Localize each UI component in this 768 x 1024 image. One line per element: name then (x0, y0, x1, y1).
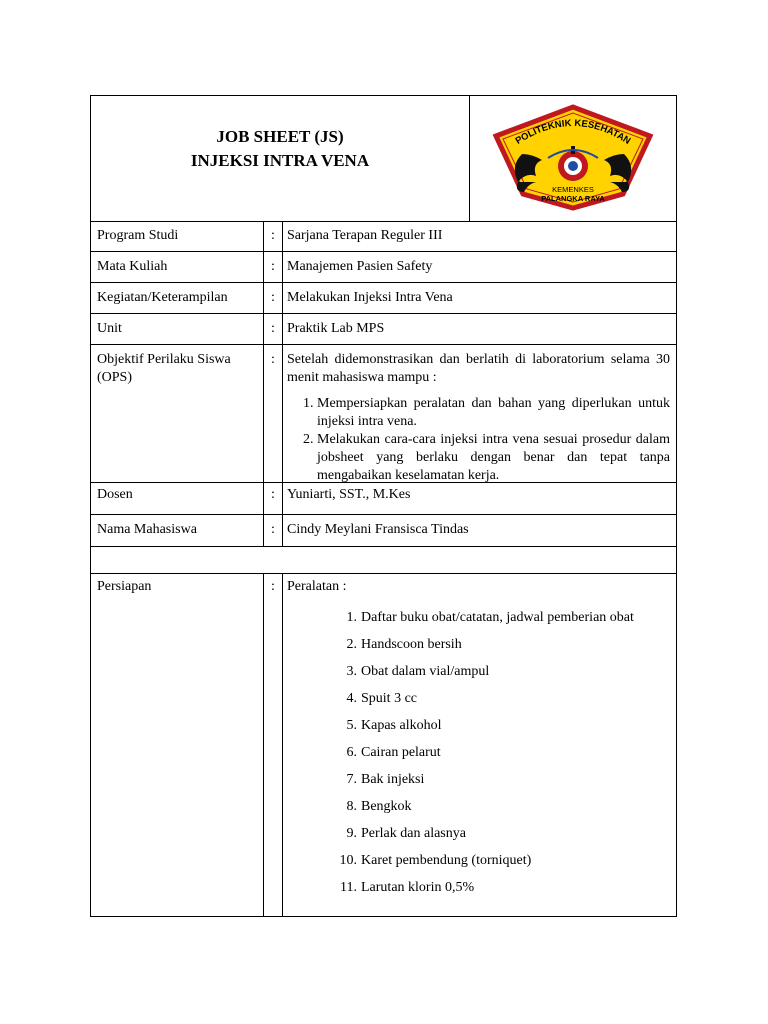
logo-line2: PALANGKA RAYA (541, 194, 605, 203)
row-objektif (91, 345, 676, 483)
row-persiapan (91, 574, 676, 916)
colon-separator: : (263, 345, 283, 482)
row-dosen (91, 483, 676, 515)
logo-line1: KEMENKES (552, 185, 594, 194)
colon-separator: : (263, 252, 283, 282)
header-row (91, 96, 676, 222)
course-label: Mata Kuliah (97, 259, 168, 274)
job-sheet-table (90, 95, 677, 917)
title-cell (91, 96, 470, 221)
row-unit (91, 314, 676, 345)
row-mata-kuliah (91, 252, 676, 283)
objective-intro: Setelah didemonstrasikan dan berlatih di laboratorium selama 30 menit mahasiswa mampu : (287, 352, 670, 385)
list-item: 2. Handscoon bersih (346, 637, 462, 652)
empty-spacer-row (91, 547, 676, 574)
list-item: 11. Larutan klorin 0,5% (340, 880, 475, 895)
list-item: 6. Cairan pelarut (346, 745, 441, 760)
list-item: 10. Karet pembendung (torniquet) (339, 853, 532, 868)
list-item: 3. Obat dalam vial/ampul (346, 664, 490, 679)
colon-separator: : (263, 283, 283, 313)
institution-logo (470, 96, 676, 221)
student-label: Nama Mahasiswa (97, 522, 197, 537)
document-title: JOB SHEET (JS) (216, 127, 344, 146)
objective-list (287, 395, 670, 485)
colon-separator: : (263, 574, 283, 916)
list-item: 1. Daftar buku obat/catatan, jadwal pemberian obat (346, 610, 634, 625)
list-item: 2. Melakukan cara-cara injeksi intra vena sesuai prosedur dalam jobsheet yang berlaku dengan benar dan tepat tanpa mengabaikan keselamatan kerja. (317, 431, 670, 485)
objective-value (287, 351, 670, 485)
course-value: Manajemen Pasien Safety (287, 259, 433, 274)
list-item: 4. Spuit 3 cc (346, 691, 417, 706)
row-nama-mahasiswa (91, 515, 676, 547)
row-kegiatan (91, 283, 676, 314)
unit-label: Unit (97, 321, 122, 336)
list-item: 8. Bengkok (346, 799, 412, 814)
logo-cell (470, 96, 676, 221)
student-value: Cindy Meylani Fransisca Tindas (287, 522, 469, 537)
activity-value: Melakukan Injeksi Intra Vena (287, 290, 453, 305)
document-subtitle: INJEKSI INTRA VENA (190, 151, 370, 170)
unit-value: Praktik Lab MPS (287, 321, 385, 336)
colon-separator: : (263, 314, 283, 344)
activity-label: Kegiatan/Keterampilan (97, 290, 228, 305)
lecturer-value: Yuniarti, SST., M.Kes (287, 487, 411, 502)
preparation-value (287, 578, 670, 906)
preparation-label: Persiapan (97, 579, 152, 594)
equipment-list (287, 609, 670, 906)
row-program-studi (91, 221, 676, 252)
logo-arc-text: POLITEKNIK KESEHATAN (513, 117, 633, 147)
colon-separator: : (263, 221, 283, 251)
objective-label: Objektif Perilaku Siswa (OPS) (97, 352, 231, 385)
list-item: 9. Perlak dan alasnya (346, 826, 466, 841)
lecturer-label: Dosen (97, 487, 133, 502)
list-item: 1. Mempersiapkan peralatan dan bahan yang diperlukan untuk injeksi intra vena. (317, 395, 670, 431)
colon-separator: : (263, 483, 283, 514)
program-value: Sarjana Terapan Reguler III (287, 228, 443, 243)
equipment-heading: Peralatan : (287, 579, 347, 594)
list-item: 5. Kapas alkohol (346, 718, 442, 733)
program-label: Program Studi (97, 228, 179, 243)
list-item: 7. Bak injeksi (346, 772, 425, 787)
colon-separator: : (263, 515, 283, 546)
